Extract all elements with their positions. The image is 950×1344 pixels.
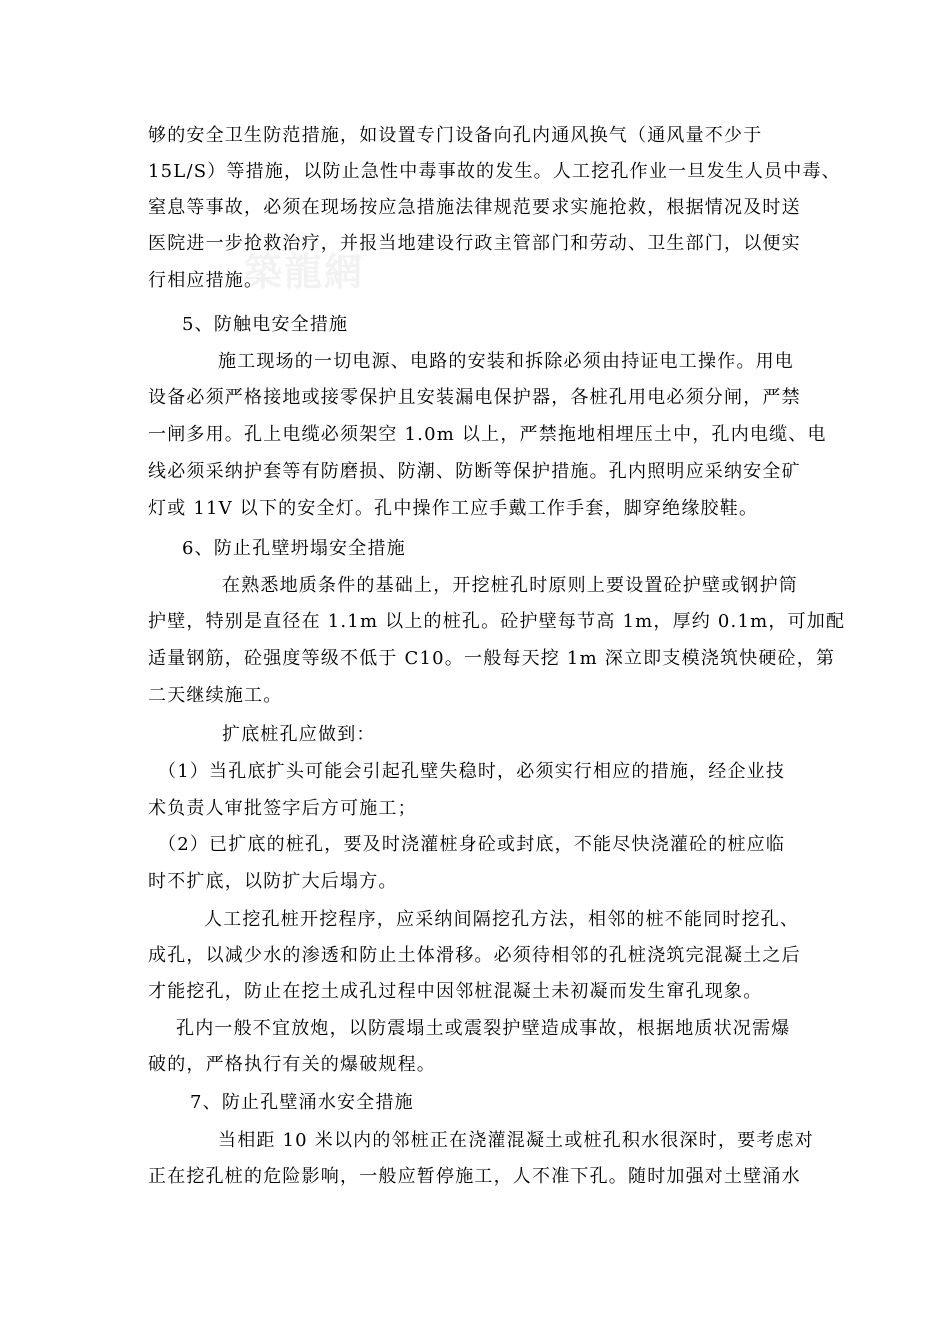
section-heading: 6、防止孔壁坍塌安全措施: [182, 538, 406, 559]
text-line: 灯或 11V 以下的安全灯。孔中操作工应手戴工作手套，脚穿绝缘胶鞋。: [148, 498, 759, 519]
text-line: 孔内一般不宜放炮，以防震塌土或震裂护壁造成事故，根据地质状况需爆: [176, 1018, 791, 1039]
text-line: 破的，严格执行有关的爆破规程。: [148, 1054, 436, 1075]
text-line: 扩底桩孔应做到：: [222, 724, 376, 745]
text-line: 施工现场的一切电源、电路的安装和拆除必须由持证电工操作。用电: [218, 351, 794, 372]
text-line: 线必须采纳护套等有防磨损、防潮、防断等保护措施。孔内照明应采纳安全矿: [148, 461, 801, 482]
text-line: 设备必须严格接地或接零保护且安装漏电保护器，各桩孔用电必须分闸，严禁: [148, 387, 801, 408]
text-line: 够的安全卫生防范措施，如设置专门设备向孔内通风换气（通风量不少于: [148, 125, 763, 146]
text-line: 时不扩底，以防扩大后塌方。: [148, 871, 398, 892]
text-line: 医院进一步抢救治疗，并报当地建设行政主管部门和劳动、卫生部门，以便实: [148, 233, 801, 254]
text-line: 15L/S）等措施，以防止急性中毒事故的发生。人工挖孔作业一旦发生人员中毒、: [148, 161, 841, 182]
list-item: （1）当孔底扩头可能会引起孔壁失稳时，必须实行相应的措施，经企业技: [158, 761, 786, 782]
text-line: 窒息等事故，必须在现场按应急措施法律规范要求实施抢救，根据情况及时送: [148, 197, 801, 218]
list-item: （2）已扩底的桩孔，要及时浇灌桩身砼或封底，不能尽快浇灌砼的桩应临: [158, 834, 786, 855]
section-heading: 7、防止孔壁涌水安全措施: [190, 1092, 414, 1113]
text-line: 正在挖孔桩的危险影响，一般应暂停施工，人不准下孔。随时加强对土壁涌水: [148, 1166, 801, 1187]
text-line: 术负责人审批签字后方可施工；: [148, 798, 417, 819]
text-line: 二天继续施工。: [148, 685, 283, 706]
text-line: 成孔，以减少水的渗透和防止土体滑移。必须待相邻的孔桩浇筑完混凝土之后: [148, 945, 801, 966]
text-line: 行相应措施。: [148, 270, 264, 291]
text-line: 护壁，特别是直径在 1.1m 以上的桩孔。砼护壁每节高 1m，厚约 0.1m，可加配: [148, 611, 846, 632]
text-line: 才能挖孔，防止在挖土成孔过程中因邻桩混凝土未初凝而发生窜孔现象。: [148, 981, 763, 1002]
text-line: 一闸多用。孔上电缆必须架空 1.0m 以上，严禁拖地相埋压土中，孔内电缆、电: [148, 424, 827, 445]
watermark: 築龍網: [244, 249, 365, 294]
text-line: 当相距 10 米以内的邻桩正在浇灌混凝土或桩孔积水很深时，要考虑对: [218, 1130, 814, 1151]
text-line: 人工挖孔桩开挖程序，应采纳间隔挖孔方法，相邻的桩不能同时挖孔、: [204, 909, 800, 930]
text-line: 在熟悉地质条件的基础上，开挖桩孔时原则上要设置砼护壁或钢护筒: [222, 575, 798, 596]
section-heading: 5、防触电安全措施: [182, 314, 349, 335]
text-line: 适量钢筋，砼强度等级不低于 C10。一般每天挖 1m 深立即支模浇筑快硬砼，第: [148, 648, 836, 669]
